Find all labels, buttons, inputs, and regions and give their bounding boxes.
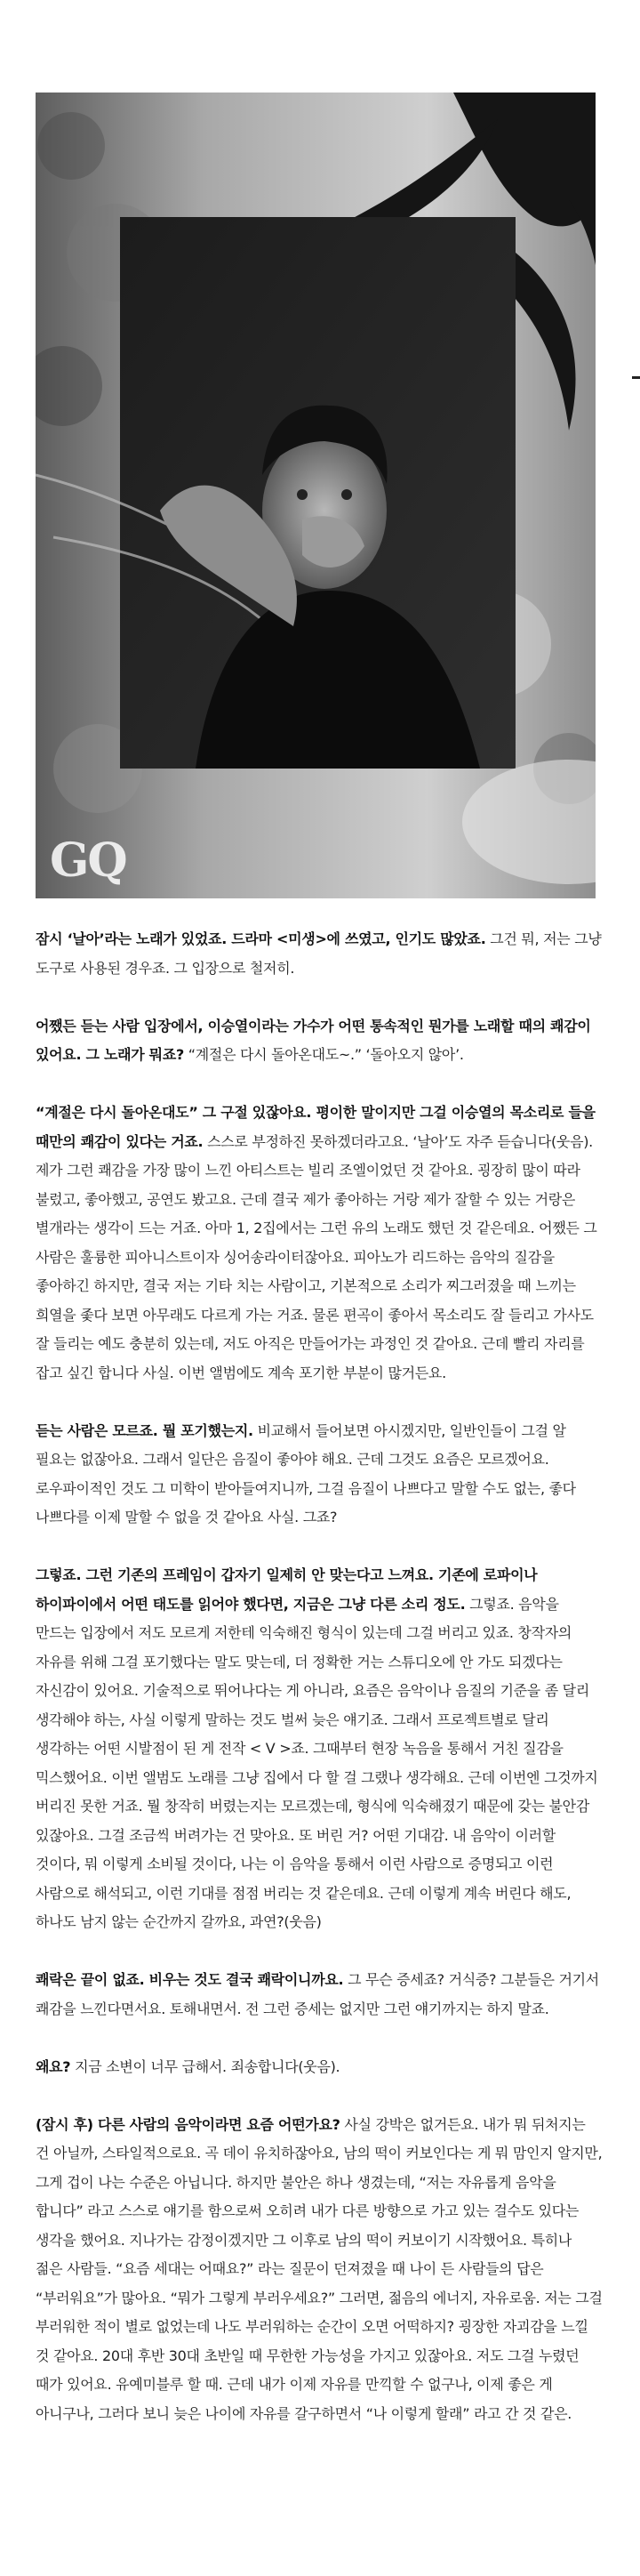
answer: 그건 뭐, 저는 그냥 도구로 사용된 경우죠. 그 입장으로 철저히. (36, 930, 602, 977)
question: 듣는 사람은 모르죠. 뭘 포기했는지. (36, 1421, 253, 1439)
edge-mark (632, 376, 640, 379)
answer: 지금 소변이 너무 급해서. 죄송합니다(웃음). (70, 2057, 340, 2075)
question: 어쨌든 듣는 사람 입장에서, 이승열이라는 가수가 어떤 통속적인 뭔가를 노래할 때의 쾌감이 있어요. 그 노래가 뭐죠? (36, 1017, 591, 1063)
paragraph (36, 1561, 603, 1937)
question: “계절은 다시 돌아온대도” 그 구절 있잖아요. 평이한 말이지만 그걸 이승열의 목소리로 들을 때만의 쾌감이 있다는 거죠. (36, 1104, 596, 1150)
answer: 사실 강박은 없거든요. 내가 뭐 뒤처지는 건 아닐까, 스타일적으로요. 곡 데이 유치하잖아요, 남의 떡이 커보인다는 게 뭐 맘인지 알지만, 그게 겁이 나는 수준은 아닙니다. 하지만 불안은 하나 생겼는데, “저는 자유롭게 음악을 합니다” 라고 스스로 얘기를 함으로써 오히려 내가 다른 방향으로 가고 있는 걸수도 있다는 생각을 했어요. 지나가는 감정이겠지만 그 이후로 남의 떡이 커보이기 시작했어요. 특히나 젊은 사람들. “요즘 세대는 어때요?” 라는 질문이 던져졌을 때 나이 든 사람들의 답은 “부러워요”가 많아요. “뭐가 그렇게 부러우세요?” 그러면, 젊음의 에너지, 자유로움. 저는 그걸 부러워한 적이 별로 없었는데 나도 부러워하는 순간이 오면 어떡하지? 굉장한 자괴감을 느낄 것 같아요. 20대 후반 30대 초반일 때 무한한 가능성을 가지고 있잖아요. 저도 그걸 누렸던 때가 있어요. 유예미블루 할 때. 근데 내가 이제 자유를 만끽할 수 없구나, 이제 좋은 게 아니구나, 그러다 보니 늦은 나이에 자유를 갈구하면서 “나 이렇게 할래” 라고 간 것 같은. (36, 2115, 603, 2422)
gq-logo: GQ (50, 833, 126, 888)
paragraph (36, 2111, 603, 2429)
question: 쾌락은 끝이 없죠. 비우는 것도 결국 쾌락이니까요. (36, 1971, 344, 1988)
paragraph (36, 1099, 603, 1388)
paragraph (36, 2053, 603, 2082)
paragraph (36, 1417, 603, 1533)
answer: 그 무슨 증세죠? 거식증? 그분들은 거기서 쾌감을 느낀다면서요. 토해내면서. 전 그런 증세는 없지만 그런 얘기까지는 하지 말죠. (36, 1971, 599, 2017)
question: 잠시 ‘날아’라는 노래가 있었죠. 드라마 <미생>에 쓰였고, 인기도 많았죠. (36, 930, 486, 947)
question: (잠시 후) 다른 사람의 음악이라면 요즘 어떤가요? (36, 2115, 340, 2133)
question: 그렇죠. 그런 기존의 프레임이 갑자기 일제히 안 맞는다고 느껴요. 기존에 로파이나 하이파이에서 어떤 태도를 읽어야 했다면, 지금은 그냥 다른 소리 정도. (36, 1566, 538, 1613)
portrait-illustration (36, 93, 596, 898)
paragraph (36, 925, 603, 983)
paragraph (36, 1012, 603, 1070)
paragraph (36, 1966, 603, 2024)
interview-article (36, 925, 603, 2458)
cover-photo (36, 93, 596, 898)
answer: 비교해서 들어보면 아시겠지만, 일반인들이 그걸 알 필요는 없잖아요. 그래서 일단은 음질이 좋아야 해요. 근데 그것도 요즘은 모르겠어요. 로우파이적인 것도 그 미학이 받아들여지니까, 그걸 음질이 나쁘다고 말할 수도 없는, 좋다 나쁘다를 이제 말할 수 없을 것 같아요 사실. 그죠? (36, 1421, 576, 1525)
answer: 스스로 부정하진 못하겠더라고요. ‘날아’도 자주 듣습니다(웃음). 제가 그런 쾌감을 가장 많이 느낀 아티스트는 빌리 조엘이었던 것 같아요. 굉장히 많이 따라 불렀고, 좋아했고, 공연도 봤고요. 근데 결국 제가 좋아하는 거랑 제가 잘할 수 있는 거랑은 별개라는 생각이 드는 거죠. 아마 1, 2집에서는 그런 유의 노래도 했던 것 같은데요. 어쨌든 그 사람은 훌륭한 피아니스트이자 싱어송라이터잖아요. 피아노가 리드하는 음악의 질감을 좋아하긴 하지만, 결국 저는 기타 치는 사람이고, 기본적으로 소리가 찌그러졌을 때 느끼는 희열을 좇다 보면 아무래도 다르게 가는 거죠. 물론 편곡이 좋아서 목소리도 잘 들리고 가사도 잘 들리는 예도 충분히 있는데, 저도 아직은 만들어가는 과정인 것 같아요. 근데 빨리 자리를 잡고 싶긴 합니다 사실. 이번 앨범에도 계속 포기한 부분이 많거든요. (36, 1132, 597, 1381)
question: 왜요? (36, 2057, 71, 2075)
answer: 그렇죠. 음악을 만드는 입장에서 저도 모르게 저한테 익숙해진 형식이 있는데 그걸 버리고 있죠. 창작자의 자유를 위해 그걸 포기했다는 말도 맞는데, 더 정확한 거는 스튜디오에 안 가도 되겠다는 자신감이 있어요. 기술적으로 뛰어나다는 게 아니라, 요즘은 음악이나 음질의 기준을 좀 달리 생각해야 하는, 사실 이렇게 말하는 것도 벌써 늦은 얘기죠. 그래서 프로젝트별로 달리 생각하는 어떤 시발점이 된 게 전작 < V >죠. 그때부터 현장 녹음을 통해서 거친 질감을 믹스했어요. 이번 앨범도 노래를 그냥 집에서 다 할 걸 그랬나 생각해요. 근데 이번엔 그것까지 버리진 못한 거죠. 뭘 창작히 버렸는지는 모르겠는데, 형식에 익숙해졌기 때문에 갖는 불안감 있잖아요. 그걸 조금씩 버려가는 건 맞아요. 또 버린 거? 어떤 기대감. 내 음악이 이러할 것이다, 뭐 이렇게 소비될 것이다, 나는 이 음악을 통해서 이런 사람으로 증명되고 이런 사람으로 해석되고, 이런 기대를 점점 버리는 것 같은데요. 근데 이렇게 계속 버린다 해도, 하나도 남지 않는 순간까지 갈까요, 과연?(웃음) (36, 1595, 598, 1930)
answer: “계절은 다시 돌아온대도~.” ‘돌아오지 않아’. (183, 1046, 464, 1063)
